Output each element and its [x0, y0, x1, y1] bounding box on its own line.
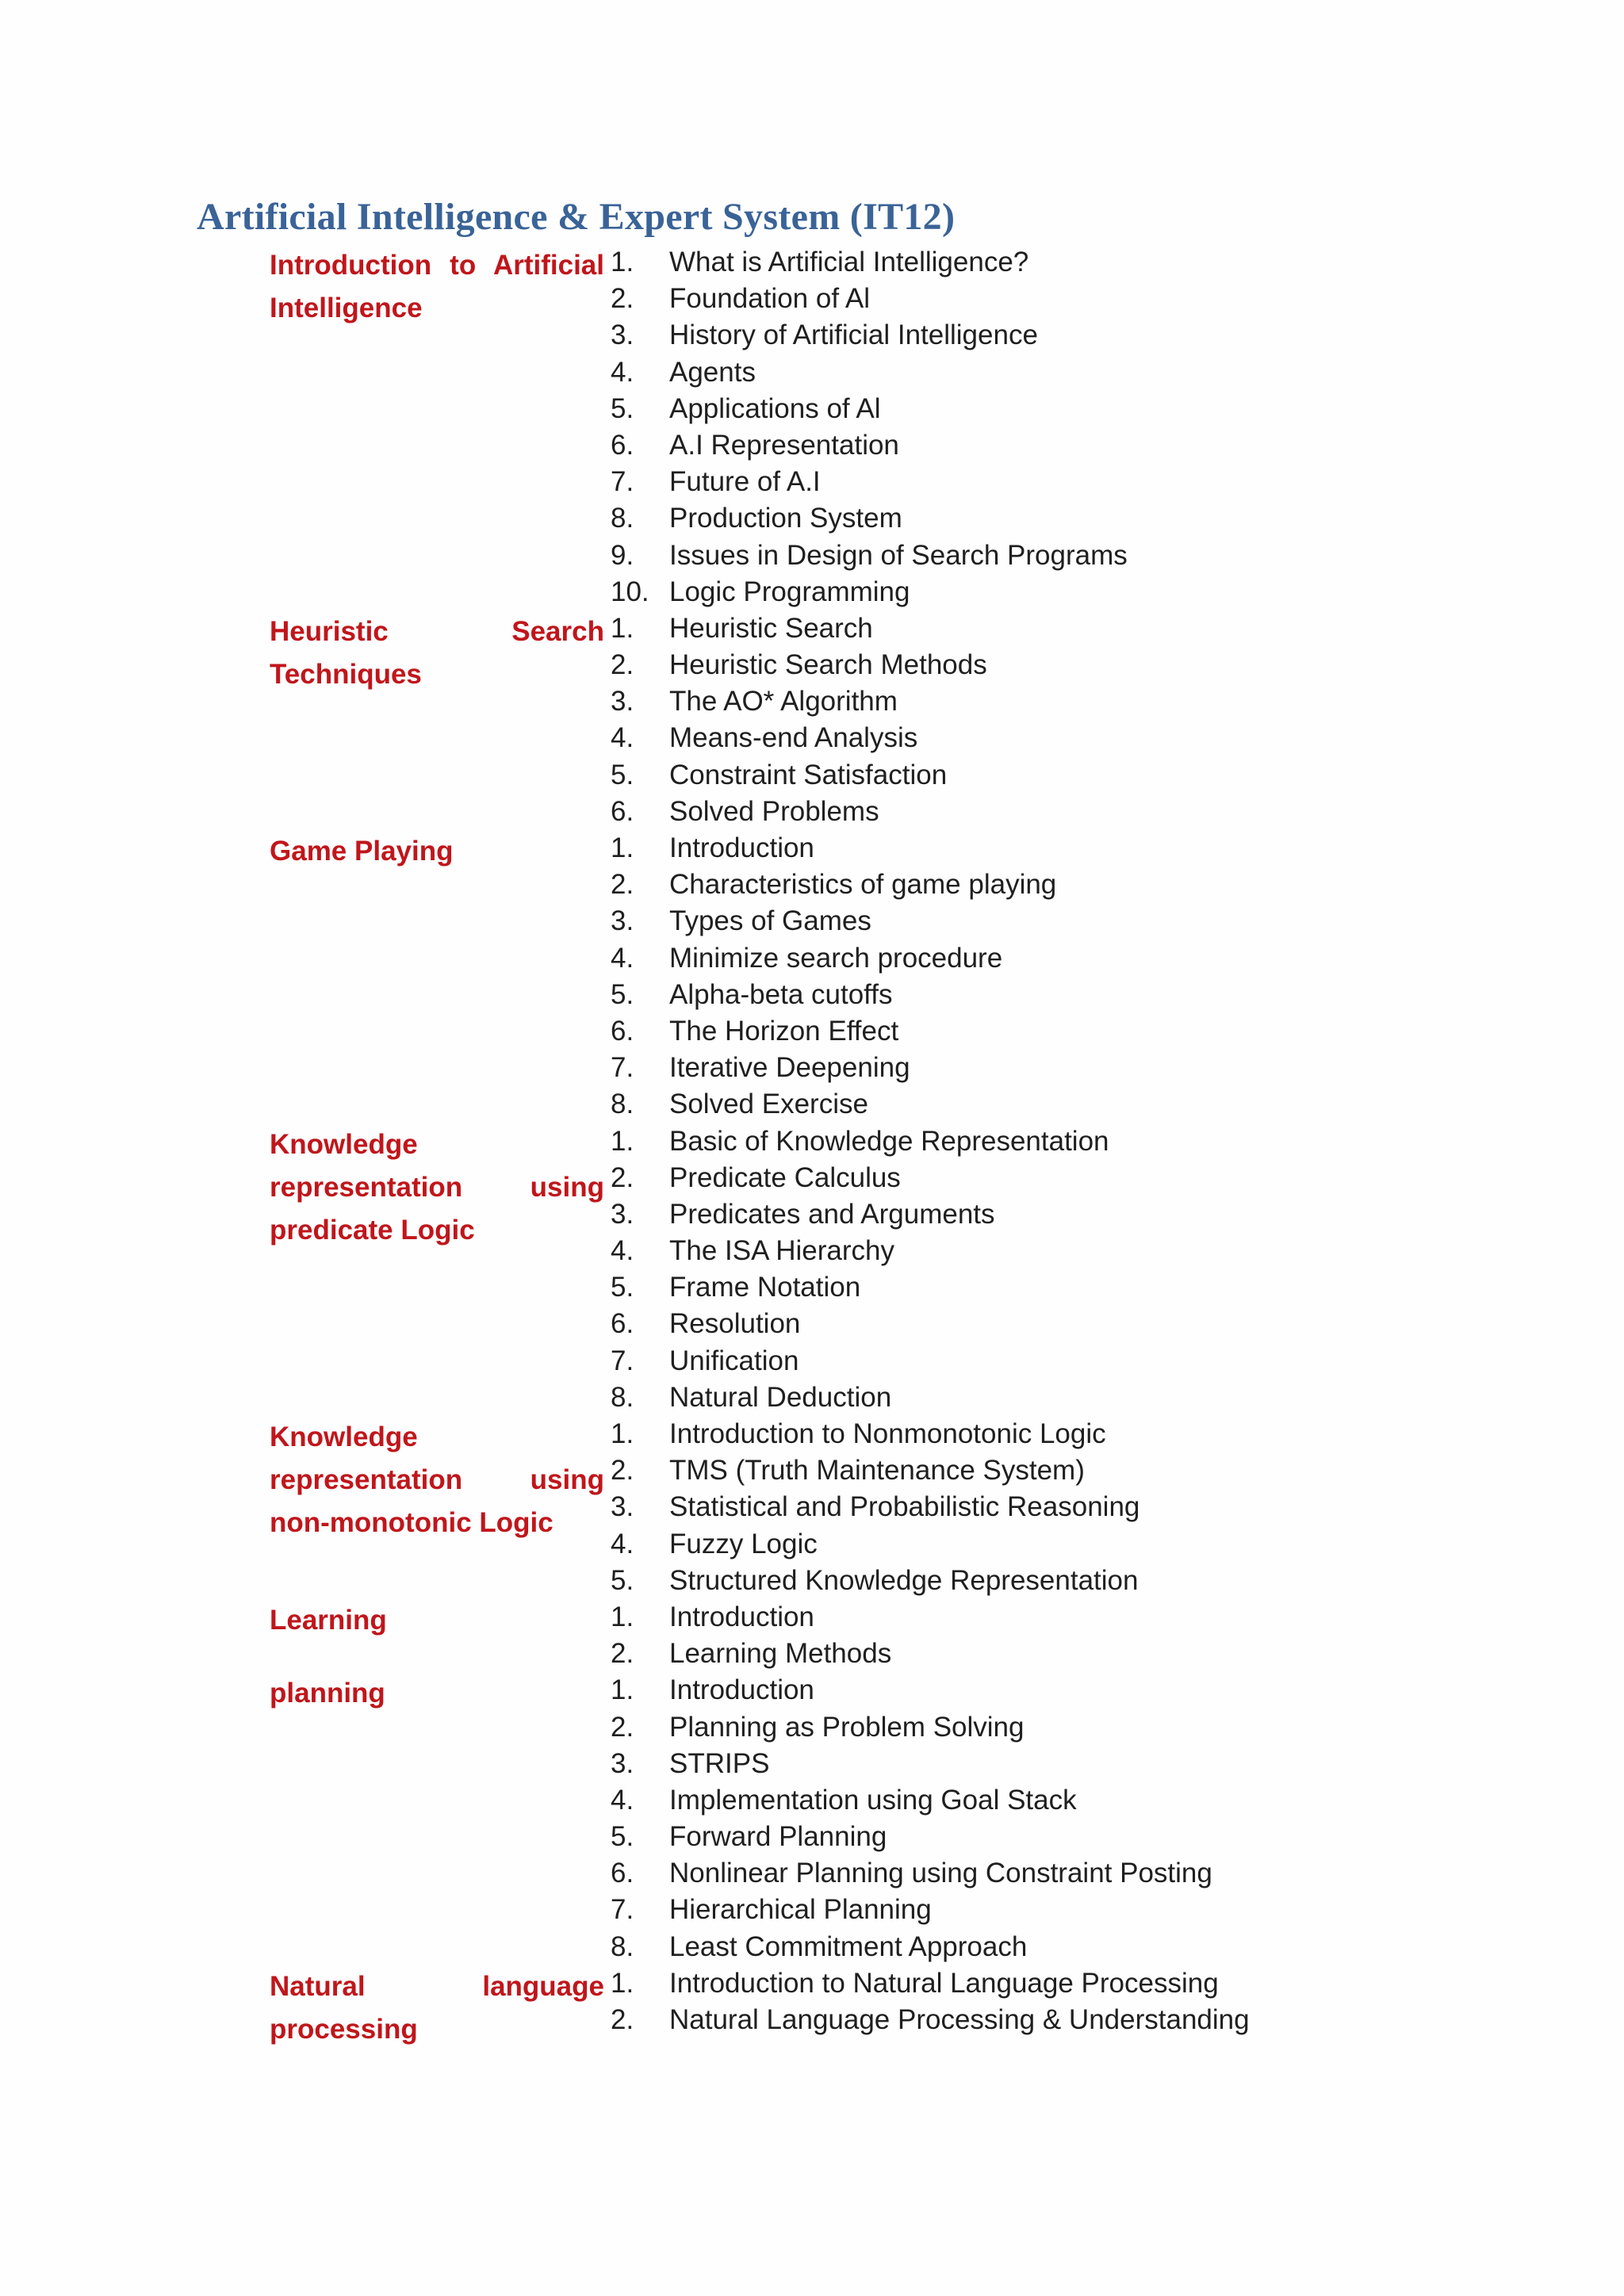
topic-text: Alpha-beta cutoffs — [669, 978, 893, 1010]
topic-text: Foundation of Al — [669, 283, 870, 315]
topic-text: Introduction — [669, 832, 814, 863]
topic-number: 4. — [611, 1235, 634, 1267]
topic-number: 5. — [611, 1821, 634, 1853]
topic-item — [611, 1416, 1380, 1452]
topic-number: 5. — [611, 392, 634, 424]
section-title: planning — [270, 1678, 385, 1709]
topic-number: 2. — [611, 869, 634, 901]
topic-number: 4. — [611, 1784, 634, 1816]
topic-item — [611, 1196, 1380, 1233]
topic-item — [611, 1709, 1380, 1746]
topic-number: 6. — [611, 1858, 634, 1889]
section-title: Knowledge representation using predicate Logic — [270, 1128, 604, 1246]
topic-item — [611, 1380, 1380, 1416]
topic-item — [611, 391, 1380, 427]
topic-item — [611, 1782, 1380, 1819]
topic-item — [611, 244, 1380, 281]
topic-text: Planning as Problem Solving — [669, 1711, 1025, 1743]
topic-item — [611, 647, 1380, 683]
topic-item — [611, 1306, 1380, 1342]
topic-text: Iterative Deepening — [669, 1052, 910, 1084]
topic-item — [611, 977, 1380, 1013]
syllabus-section — [270, 1123, 1380, 1417]
topic-text: STRIPS — [669, 1747, 770, 1779]
topic-item — [611, 794, 1380, 830]
topic-item — [611, 1599, 1380, 1636]
topic-number: 10. — [611, 576, 649, 607]
syllabus-table — [270, 244, 1380, 2051]
topic-number: 3. — [611, 1747, 634, 1779]
topic-item — [611, 720, 1380, 756]
topic-number: 6. — [611, 1015, 634, 1047]
topic-text: Types of Games — [669, 905, 871, 937]
topic-text: Heuristic Search — [669, 612, 873, 644]
topic-list — [611, 610, 1380, 830]
topic-item — [611, 1269, 1380, 1306]
topic-text: Predicate Calculus — [669, 1161, 901, 1193]
topic-item — [611, 610, 1380, 647]
syllabus-section — [270, 610, 1380, 830]
topic-text: Agents — [669, 356, 756, 388]
topic-item — [611, 1086, 1380, 1123]
topic-text: Applications of Al — [669, 392, 881, 424]
topic-text: Introduction — [669, 1674, 814, 1706]
section-title: Knowledge representation using non-monotonic Logic — [270, 1422, 604, 1538]
topic-item — [611, 538, 1380, 574]
topic-list — [611, 1416, 1380, 1599]
topic-text: Characteristics of game playing — [669, 869, 1057, 901]
topic-item — [611, 1452, 1380, 1489]
topic-text: Learning Methods — [669, 1638, 892, 1670]
topic-text: Production System — [669, 503, 902, 534]
topic-item — [611, 1526, 1380, 1563]
topic-number: 4. — [611, 1528, 634, 1559]
syllabus-section — [270, 1672, 1380, 1965]
topic-text: The Horizon Effect — [669, 1015, 899, 1047]
topic-text: Implementation using Goal Stack — [669, 1784, 1077, 1816]
topic-number: 5. — [611, 978, 634, 1010]
topic-item — [611, 281, 1380, 317]
topic-number: 2. — [611, 649, 634, 681]
topic-number: 3. — [611, 905, 634, 937]
topic-list — [611, 830, 1380, 1123]
topic-number: 1. — [611, 1601, 634, 1632]
topic-number: 1. — [611, 1674, 634, 1706]
topic-number: 1. — [611, 1418, 634, 1449]
topic-item — [611, 500, 1380, 537]
topic-list — [611, 1599, 1380, 1672]
topic-item — [611, 757, 1380, 794]
topic-text: Structured Knowledge Representation — [669, 1564, 1139, 1596]
topic-item — [611, 940, 1380, 977]
topic-item — [611, 1489, 1380, 1525]
section-title: Game Playing — [270, 836, 454, 867]
topic-number: 1. — [611, 1125, 634, 1157]
topic-item — [611, 427, 1380, 464]
topic-text: Issues in Design of Search Programs — [669, 539, 1128, 571]
document-title: Artificial Intelligence & Expert System (IT12) — [197, 196, 956, 238]
topic-text: History of Artificial Intelligence — [669, 320, 1038, 351]
topic-number: 8. — [611, 1931, 634, 1962]
topic-number: 6. — [611, 429, 634, 461]
topic-text: The ISA Hierarchy — [669, 1235, 894, 1267]
topic-number: 2. — [611, 1161, 634, 1193]
topic-list — [611, 1965, 1380, 2038]
topic-number: 3. — [611, 686, 634, 718]
topic-number: 4. — [611, 942, 634, 974]
topic-item — [611, 1636, 1380, 1672]
topic-text: Resolution — [669, 1308, 801, 1340]
topic-number: 2. — [611, 2004, 634, 2035]
topic-list — [611, 244, 1380, 610]
topic-number: 5. — [611, 1564, 634, 1596]
topic-text: Introduction to Nonmonotonic Logic — [669, 1418, 1106, 1449]
topic-number: 5. — [611, 759, 634, 790]
topic-item — [611, 1343, 1380, 1380]
topic-number: 4. — [611, 722, 634, 754]
topic-text: TMS (Truth Maintenance System) — [669, 1455, 1085, 1487]
topic-text: Minimize search procedure — [669, 942, 1003, 974]
topic-number: 2. — [611, 1711, 634, 1743]
topic-item — [611, 683, 1380, 720]
topic-text: Future of A.I — [669, 466, 821, 498]
topic-item — [611, 1123, 1380, 1160]
syllabus-section — [270, 830, 1380, 1123]
topic-number: 4. — [611, 356, 634, 388]
topic-number: 7. — [611, 1052, 634, 1084]
topic-number: 1. — [611, 1967, 634, 1999]
topic-item — [611, 1819, 1380, 1855]
topic-number: 8. — [611, 503, 634, 534]
topic-number: 6. — [611, 1308, 634, 1340]
topic-text: Introduction — [669, 1601, 814, 1632]
topic-text: Constraint Satisfaction — [669, 759, 948, 790]
section-title: Learning — [270, 1604, 387, 1636]
topic-text: Means-end Analysis — [669, 722, 918, 754]
syllabus-section — [270, 244, 1380, 610]
topic-item — [611, 2002, 1380, 2038]
topic-item — [611, 317, 1380, 354]
topic-text: Basic of Knowledge Representation — [669, 1125, 1109, 1157]
topic-text: A.I Representation — [669, 429, 899, 461]
topic-item — [611, 867, 1380, 903]
section-title: Introduction to Artificial Intelligence — [270, 250, 604, 323]
topic-item — [611, 1160, 1380, 1196]
topic-text: Least Commitment Approach — [669, 1931, 1028, 1962]
topic-text: Logic Programming — [669, 576, 910, 607]
topic-number: 2. — [611, 283, 634, 315]
topic-list — [611, 1123, 1380, 1417]
topic-item — [611, 1672, 1380, 1709]
topic-item — [611, 574, 1380, 610]
topic-number: 5. — [611, 1272, 634, 1303]
topic-number: 1. — [611, 247, 634, 277]
topic-item — [611, 830, 1380, 867]
topic-item — [611, 1563, 1380, 1599]
topic-number: 7. — [611, 466, 634, 498]
topic-item — [611, 1746, 1380, 1782]
topic-item — [611, 1855, 1380, 1892]
topic-text: Fuzzy Logic — [669, 1528, 818, 1559]
topic-text: Nonlinear Planning using Constraint Posting — [669, 1858, 1212, 1889]
topic-number: 1. — [611, 612, 634, 644]
topic-number: 2. — [611, 1455, 634, 1487]
section-title: Heuristic Search Techniques — [270, 615, 604, 690]
topic-text: Forward Planning — [669, 1821, 887, 1853]
topic-number: 3. — [611, 1198, 634, 1230]
topic-item — [611, 1013, 1380, 1050]
syllabus-section — [270, 1599, 1380, 1672]
topic-text: Unification — [669, 1345, 799, 1376]
topic-number: 2. — [611, 1638, 634, 1670]
section-title: Natural language processing — [270, 1970, 604, 2045]
topic-text: Solved Problems — [669, 795, 879, 827]
topic-item — [611, 1929, 1380, 1965]
topic-text: Statistical and Probabilistic Reasoning — [669, 1491, 1140, 1523]
topic-text: Hierarchical Planning — [669, 1894, 932, 1926]
topic-text: Predicates and Arguments — [669, 1198, 995, 1230]
topic-item — [611, 1965, 1380, 2002]
topic-number: 8. — [611, 1381, 634, 1413]
syllabus-section — [270, 1416, 1380, 1599]
topic-list — [611, 1672, 1380, 1965]
topic-text: Natural Language Processing & Understanding — [669, 2004, 1250, 2035]
topic-text: The AO* Algorithm — [669, 686, 898, 718]
topic-item — [611, 903, 1380, 939]
topic-text: Natural Deduction — [669, 1381, 892, 1413]
topic-number: 1. — [611, 832, 634, 863]
topic-number: 7. — [611, 1345, 634, 1376]
syllabus-section — [270, 1965, 1380, 2051]
topic-item — [611, 464, 1380, 500]
topic-item — [611, 1050, 1380, 1086]
topic-text: Heuristic Search Methods — [669, 649, 987, 681]
topic-item — [611, 1892, 1380, 1928]
topic-number: 3. — [611, 320, 634, 351]
topic-item — [611, 1233, 1380, 1269]
topic-text: Introduction to Natural Language Processing — [669, 1967, 1219, 1999]
topic-number: 7. — [611, 1894, 634, 1926]
topic-text: Solved Exercise — [669, 1089, 868, 1120]
topic-text: What is Artificial Intelligence? — [669, 247, 1029, 277]
topic-text: Frame Notation — [669, 1272, 861, 1303]
topic-number: 9. — [611, 539, 634, 571]
topic-item — [611, 354, 1380, 391]
topic-number: 3. — [611, 1491, 634, 1523]
topic-number: 6. — [611, 795, 634, 827]
topic-number: 8. — [611, 1089, 634, 1120]
